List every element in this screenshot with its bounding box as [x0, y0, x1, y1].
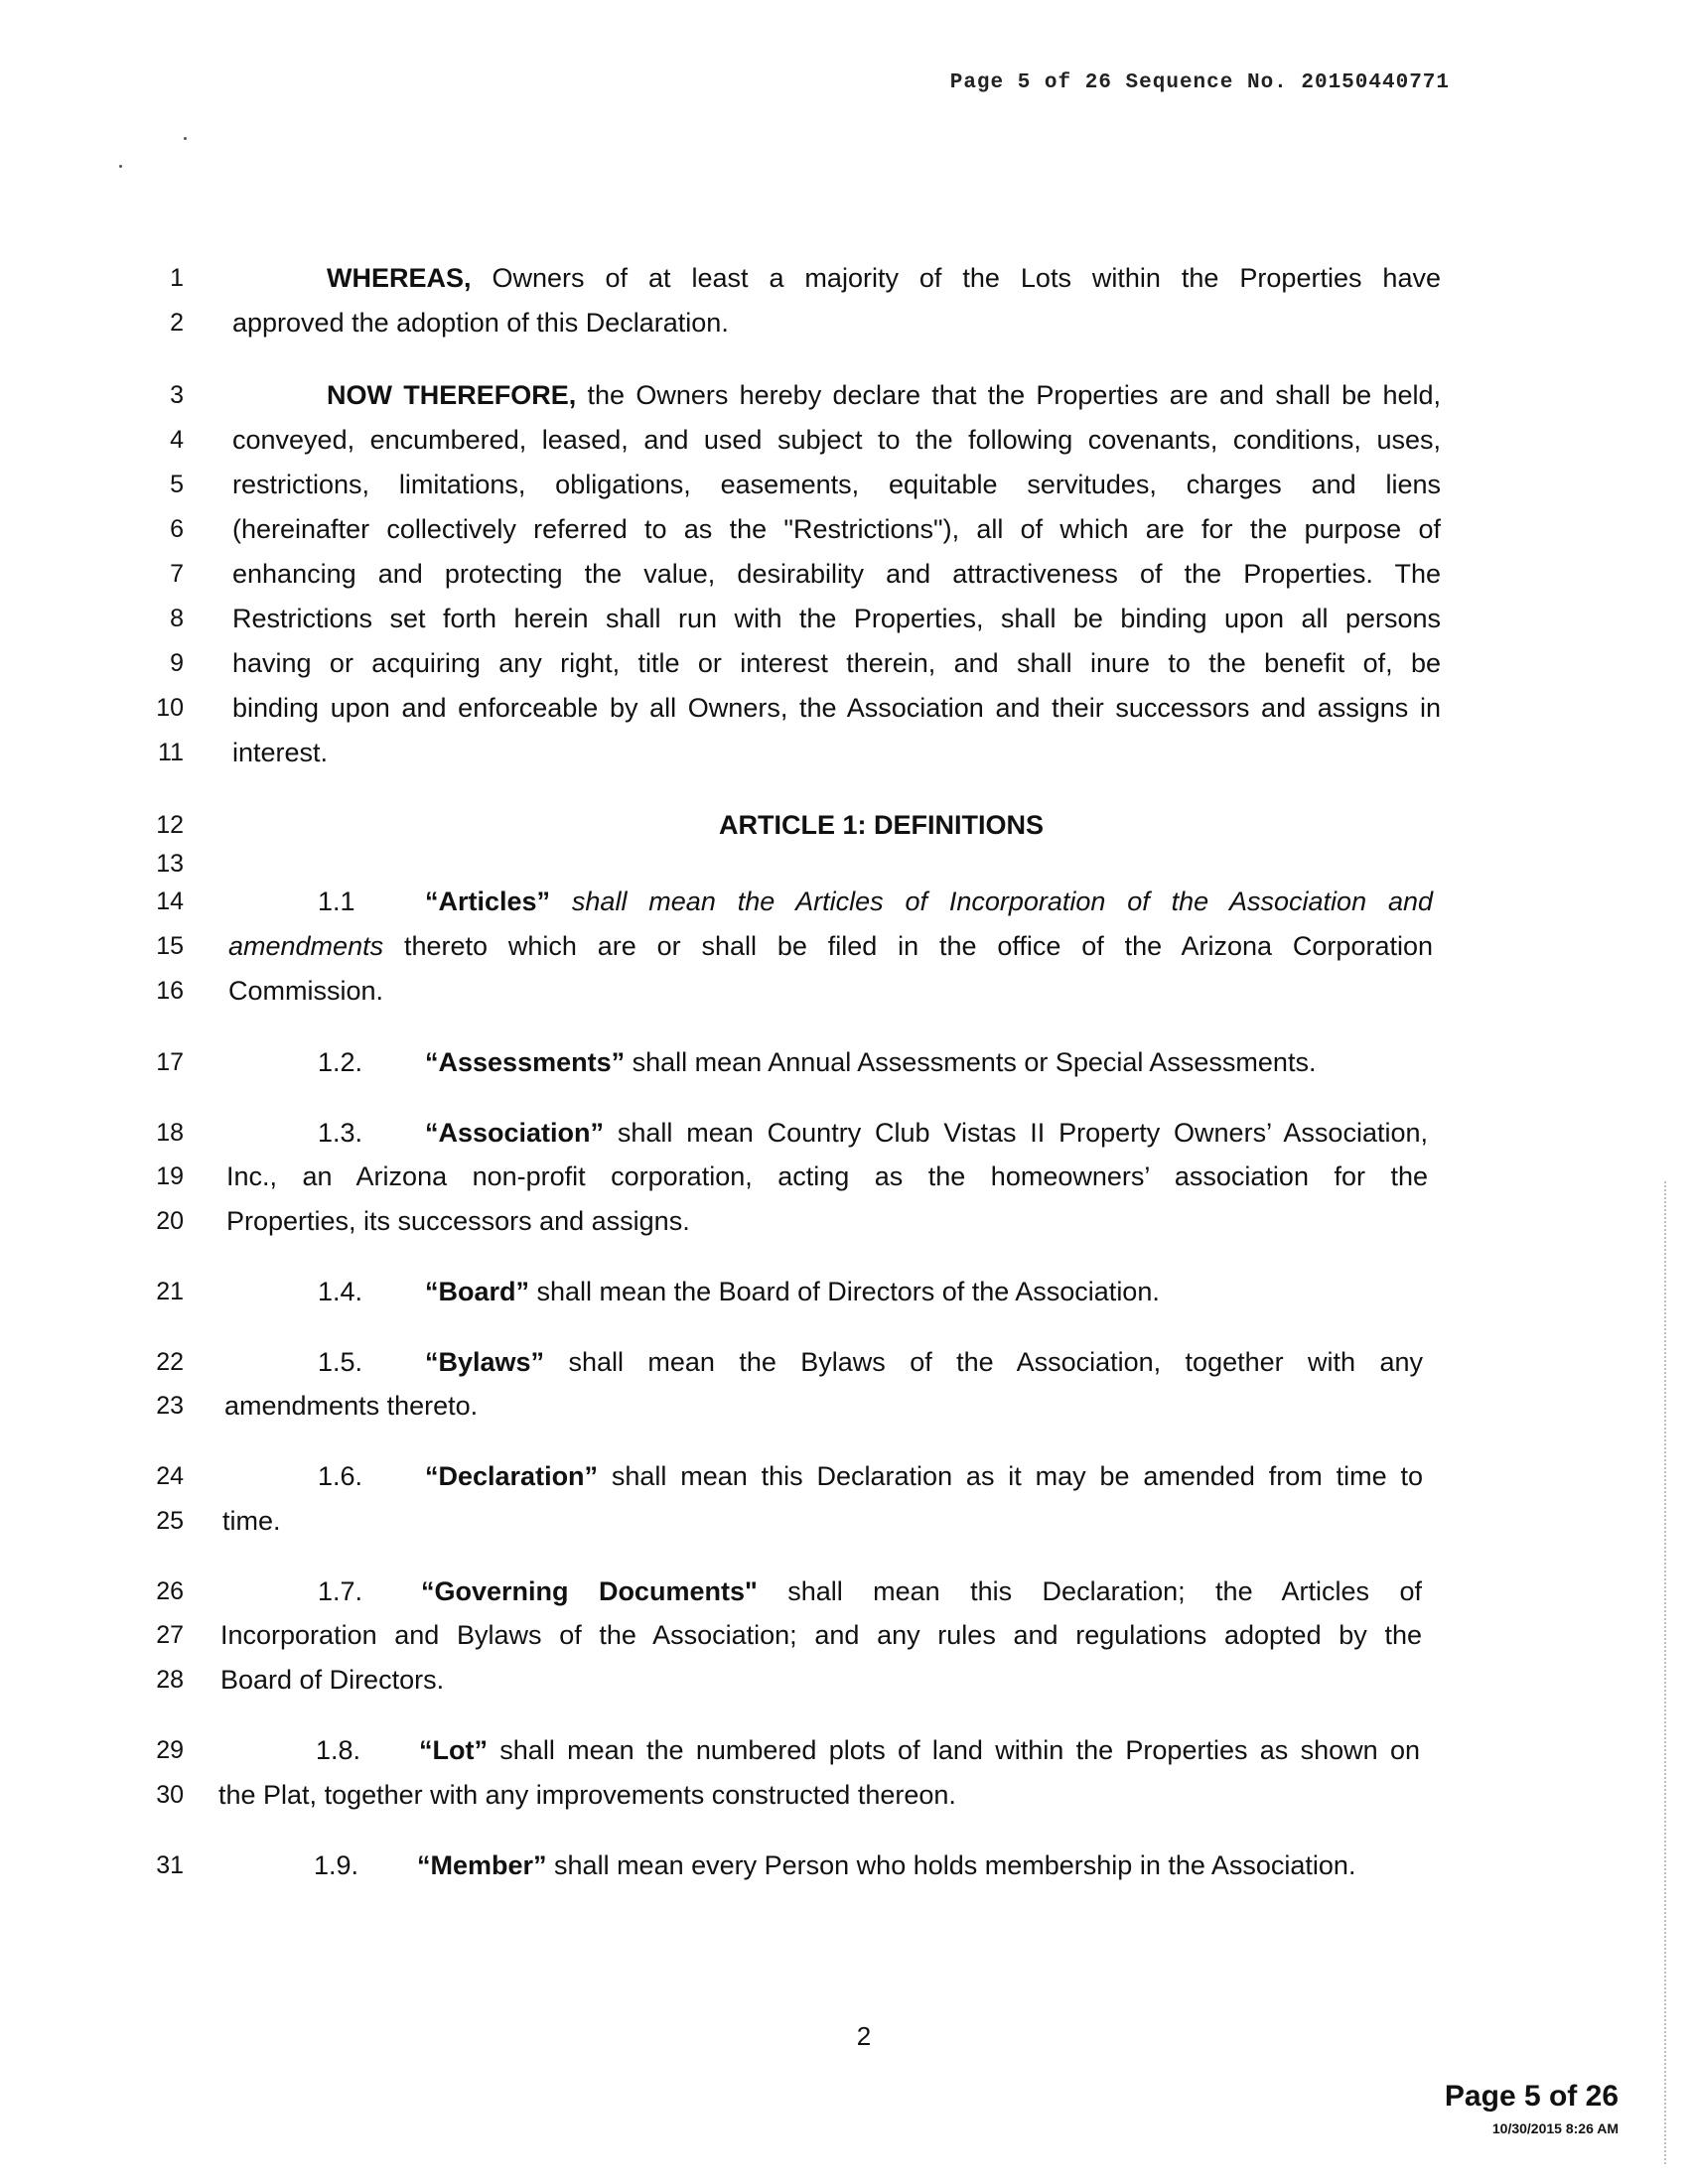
text-line: “Board” shall mean the Board of Directors of the Association.	[425, 1277, 1160, 1306]
line-number: 21	[156, 1278, 184, 1305]
line-number: 6	[170, 515, 184, 543]
section-number: 1.3.	[318, 1118, 363, 1148]
text-line: approved the adoption of this Declaration.	[232, 308, 729, 338]
line-number: 2	[170, 309, 184, 337]
line-number: 10	[156, 694, 184, 722]
line-number: 24	[156, 1462, 184, 1490]
line-number: 15	[156, 932, 184, 960]
text-line: “Association” shall mean Country Club Vistas II Property Owners’ Association,	[425, 1118, 1428, 1148]
text-line: Restrictions set forth herein shall run with the Properties, shall be binding upon all persons	[232, 604, 1441, 633]
text-line: “Bylaws” shall mean the Bylaws of the Association, together with any	[425, 1347, 1423, 1377]
text-line: “Governing Documents" shall mean this Declaration; the Articles of	[421, 1576, 1422, 1606]
line-number: 22	[156, 1348, 184, 1376]
line-number: 17	[156, 1048, 184, 1076]
text-line: Board of Directors.	[220, 1665, 445, 1695]
line-number: 9	[170, 649, 184, 677]
line-number: 11	[158, 739, 184, 766]
text-line: restrictions, limitations, obligations, easements, equitable servitudes, charges and liens	[232, 470, 1441, 499]
text-line: time.	[222, 1506, 281, 1536]
line-number: 27	[156, 1621, 184, 1649]
recording-stamp: Page 5 of 26	[1444, 2080, 1619, 2113]
line-number: 28	[156, 1666, 184, 1694]
scan-edge	[1664, 1181, 1666, 2164]
text-line: Incorporation and Bylaws of the Association; and any rules and regulations adopted by the	[220, 1620, 1422, 1650]
text-line: Commission.	[228, 976, 384, 1006]
line-number: 31	[156, 1851, 184, 1879]
line-number: 13	[156, 850, 184, 878]
section-number: 1.6.	[318, 1461, 363, 1491]
scan-speck	[184, 137, 187, 140]
text-line: interest.	[232, 738, 329, 767]
text-line: the Plat, together with any improvements constructed thereon.	[218, 1780, 956, 1810]
recording-date: 10/30/2015 8:26 AM	[1491, 2120, 1619, 2136]
line-number: 1	[170, 264, 184, 292]
section-number: 1.4.	[318, 1277, 363, 1306]
text-line: NOW THEREFORE, the Owners hereby declare that the Properties are and shall be held,	[327, 380, 1441, 410]
text-line: “Assessments” shall mean Annual Assessments or Special Assessments.	[425, 1047, 1317, 1077]
section-number: 1.1	[318, 887, 355, 916]
text-line: binding upon and enforceable by all Owners, the Association and their successors and assigns in	[232, 693, 1441, 723]
line-number: 14	[156, 887, 184, 915]
page-header: Page 5 of 26 Sequence No. 20150440771	[949, 71, 1450, 94]
line-number: 25	[156, 1507, 184, 1535]
line-number: 20	[156, 1207, 184, 1235]
text-line: conveyed, encumbered, leased, and used subject to the following covenants, conditions, uses,	[232, 425, 1441, 455]
line-number: 5	[170, 471, 184, 498]
line-number: 16	[156, 977, 184, 1005]
text-line: having or acquiring any right, title or interest therein, and shall inure to the benefit of, be	[232, 648, 1441, 678]
text-line: amendments thereto which are or shall be filed in the office of the Arizona Corporation	[228, 931, 1433, 961]
text-line: (hereinafter collectively referred to as the "Restrictions"), all of which are for the purpose of	[232, 514, 1441, 544]
text-line: “Articles” shall mean the Articles of Incorporation of the Association and	[425, 887, 1433, 916]
line-number: 26	[156, 1577, 184, 1605]
article-heading: ARTICLE 1: DEFINITIONS	[719, 810, 1045, 840]
scan-speck	[119, 165, 122, 168]
line-number: 4	[170, 426, 184, 454]
text-line: “Lot” shall mean the numbered plots of land within the Properties as shown on	[419, 1735, 1420, 1765]
line-number: 8	[170, 605, 184, 632]
text-line: “Member” shall mean every Person who holds membership in the Association.	[417, 1850, 1356, 1880]
text-line: WHEREAS, Owners of at least a majority of the Lots within the Properties have	[327, 263, 1441, 293]
text-line: “Declaration” shall mean this Declaration as it may be amended from time to	[425, 1461, 1423, 1491]
line-number: 3	[170, 381, 184, 409]
text-line: Inc., an Arizona non-profit corporation, acting as the homeowners’ association for the	[226, 1161, 1428, 1191]
line-number: 23	[156, 1392, 184, 1420]
text-line: enhancing and protecting the value, desirability and attractiveness of the Properties. The	[232, 559, 1441, 589]
line-number: 30	[156, 1781, 184, 1809]
section-number: 1.7.	[318, 1576, 363, 1606]
page-number: 2	[856, 2021, 872, 2051]
line-number: 12	[156, 811, 184, 839]
section-number: 1.9.	[314, 1850, 359, 1880]
section-number: 1.5.	[318, 1347, 363, 1377]
line-number: 7	[170, 560, 184, 588]
section-number: 1.8.	[316, 1735, 361, 1765]
text-line: Properties, its successors and assigns.	[226, 1206, 690, 1236]
section-number: 1.2.	[318, 1047, 363, 1077]
line-number: 19	[156, 1162, 184, 1190]
line-number: 18	[156, 1119, 184, 1147]
text-line: amendments thereto.	[224, 1391, 479, 1421]
line-number: 29	[156, 1736, 184, 1764]
